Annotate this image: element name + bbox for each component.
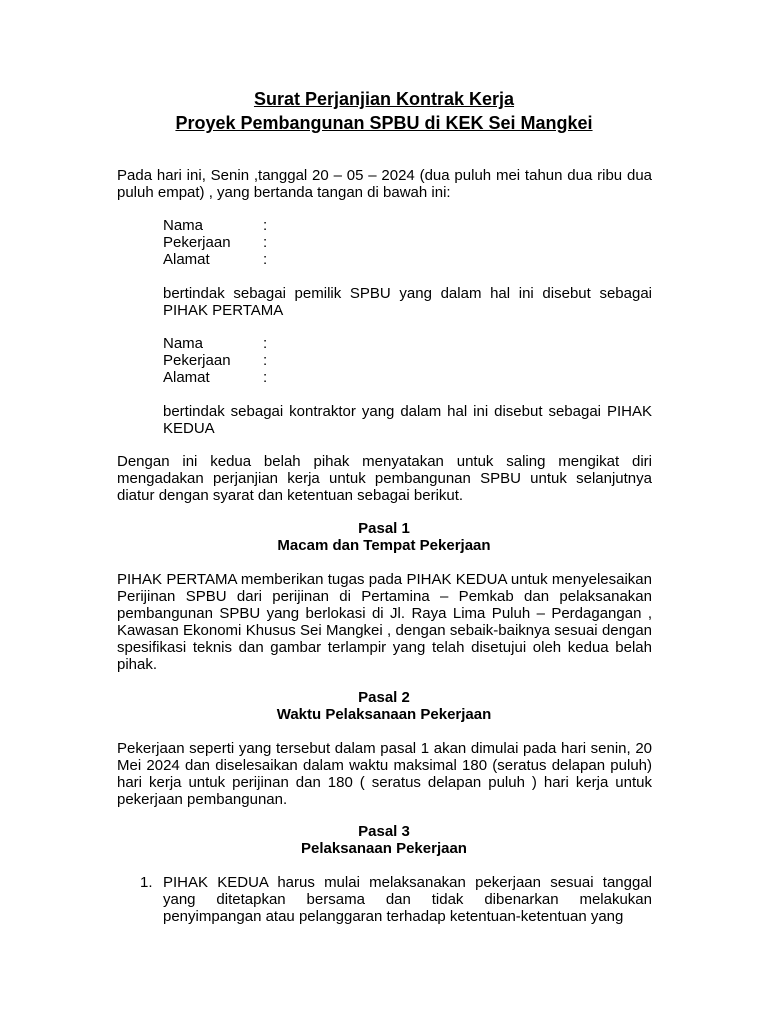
field-label: Nama (163, 217, 204, 234)
party1-role: bertindak sebagai pemilik SPBU yang dalam hal ini disebut sebagai PIHAK PERTAMA (163, 285, 652, 319)
field-colon: : (263, 352, 268, 369)
party1-field-nama (163, 217, 463, 234)
intro-paragraph: Pada hari ini, Senin ,tanggal 20 – 05 – 2024 (dua puluh mei tahun dua ribu dua puluh empat) , yang bertanda tangan di bawah ini: (117, 167, 652, 201)
pasal-2-heading: Waktu Pelaksanaan Pekerjaan (276, 706, 492, 723)
party2-field-nama (163, 335, 463, 352)
field-colon: : (263, 369, 268, 386)
pasal-3-number: Pasal 3 (358, 823, 410, 840)
pasal-2-number: Pasal 2 (358, 689, 410, 706)
pasal-1-number: Pasal 1 (358, 520, 410, 537)
document-title-line-1: Surat Perjanjian Kontrak Kerja (253, 89, 515, 109)
field-label: Alamat (163, 369, 210, 386)
party2-role: bertindak sebagai kontraktor yang dalam hal ini disebut sebagai PIHAK KEDUA (163, 403, 652, 437)
agreement-paragraph: Dengan ini kedua belah pihak menyatakan untuk saling mengikat diri mengadakan perjanjian kerja untuk pembangunan SPBU untuk selanjutnya diatur dengan syarat dan ketentuan sebagai berikut. (117, 453, 652, 504)
list-item-text: PIHAK KEDUA harus mulai melaksanakan pekerjaan sesuai tanggal yang ditetapkan bersama dan tidak dibenarkan melakukan penyimpangan atau pelanggaran terhadap ketentuan-ketentuan yang (163, 874, 652, 925)
pasal-1-heading: Macam dan Tempat Pekerjaan (277, 537, 491, 554)
party2-field-pekerjaan (163, 352, 463, 369)
party1-field-alamat (163, 251, 463, 268)
field-colon: : (263, 234, 268, 251)
pasal-1-body: PIHAK PERTAMA memberikan tugas pada PIHAK KEDUA untuk menyelesaikan Perijinan SPBU dari perijinan di Pertamina – Pemkab dan pelaksanakan pembangunan SPBU yang berlokasi di Jl. Raya Lima Puluh – Perdagangan , Kawasan Ekonomi Khusus Sei Mangkei , dengan sebaik-baiknya sesuai dengan spesifikasi teknis dan gambar terlampir yang telah disetujui oleh kedua belah pihak. (117, 571, 652, 673)
field-label: Pekerjaan (163, 234, 231, 251)
list-item-number: 1. (140, 874, 153, 891)
party1-field-pekerjaan (163, 234, 463, 251)
pasal-2-body: Pekerjaan seperti yang tersebut dalam pasal 1 akan dimulai pada hari senin, 20 Mei 2024 dan diselesaikan dalam waktu maksimal 180 (seratus delapan puluh) hari kerja untuk perijinan dan 180 ( seratus delapan puluh ) hari kerja untuk pekerjaan pembangunan. (117, 740, 652, 808)
field-colon: : (263, 217, 268, 234)
field-label: Nama (163, 335, 204, 352)
party2-field-alamat (163, 369, 463, 386)
field-label: Pekerjaan (163, 352, 231, 369)
document-title-line-2: Proyek Pembangunan SPBU di KEK Sei Mangkei (175, 113, 593, 133)
field-colon: : (263, 251, 268, 268)
field-label: Alamat (163, 251, 210, 268)
field-colon: : (263, 335, 268, 352)
pasal-3-heading: Pelaksanaan Pekerjaan (301, 840, 467, 857)
